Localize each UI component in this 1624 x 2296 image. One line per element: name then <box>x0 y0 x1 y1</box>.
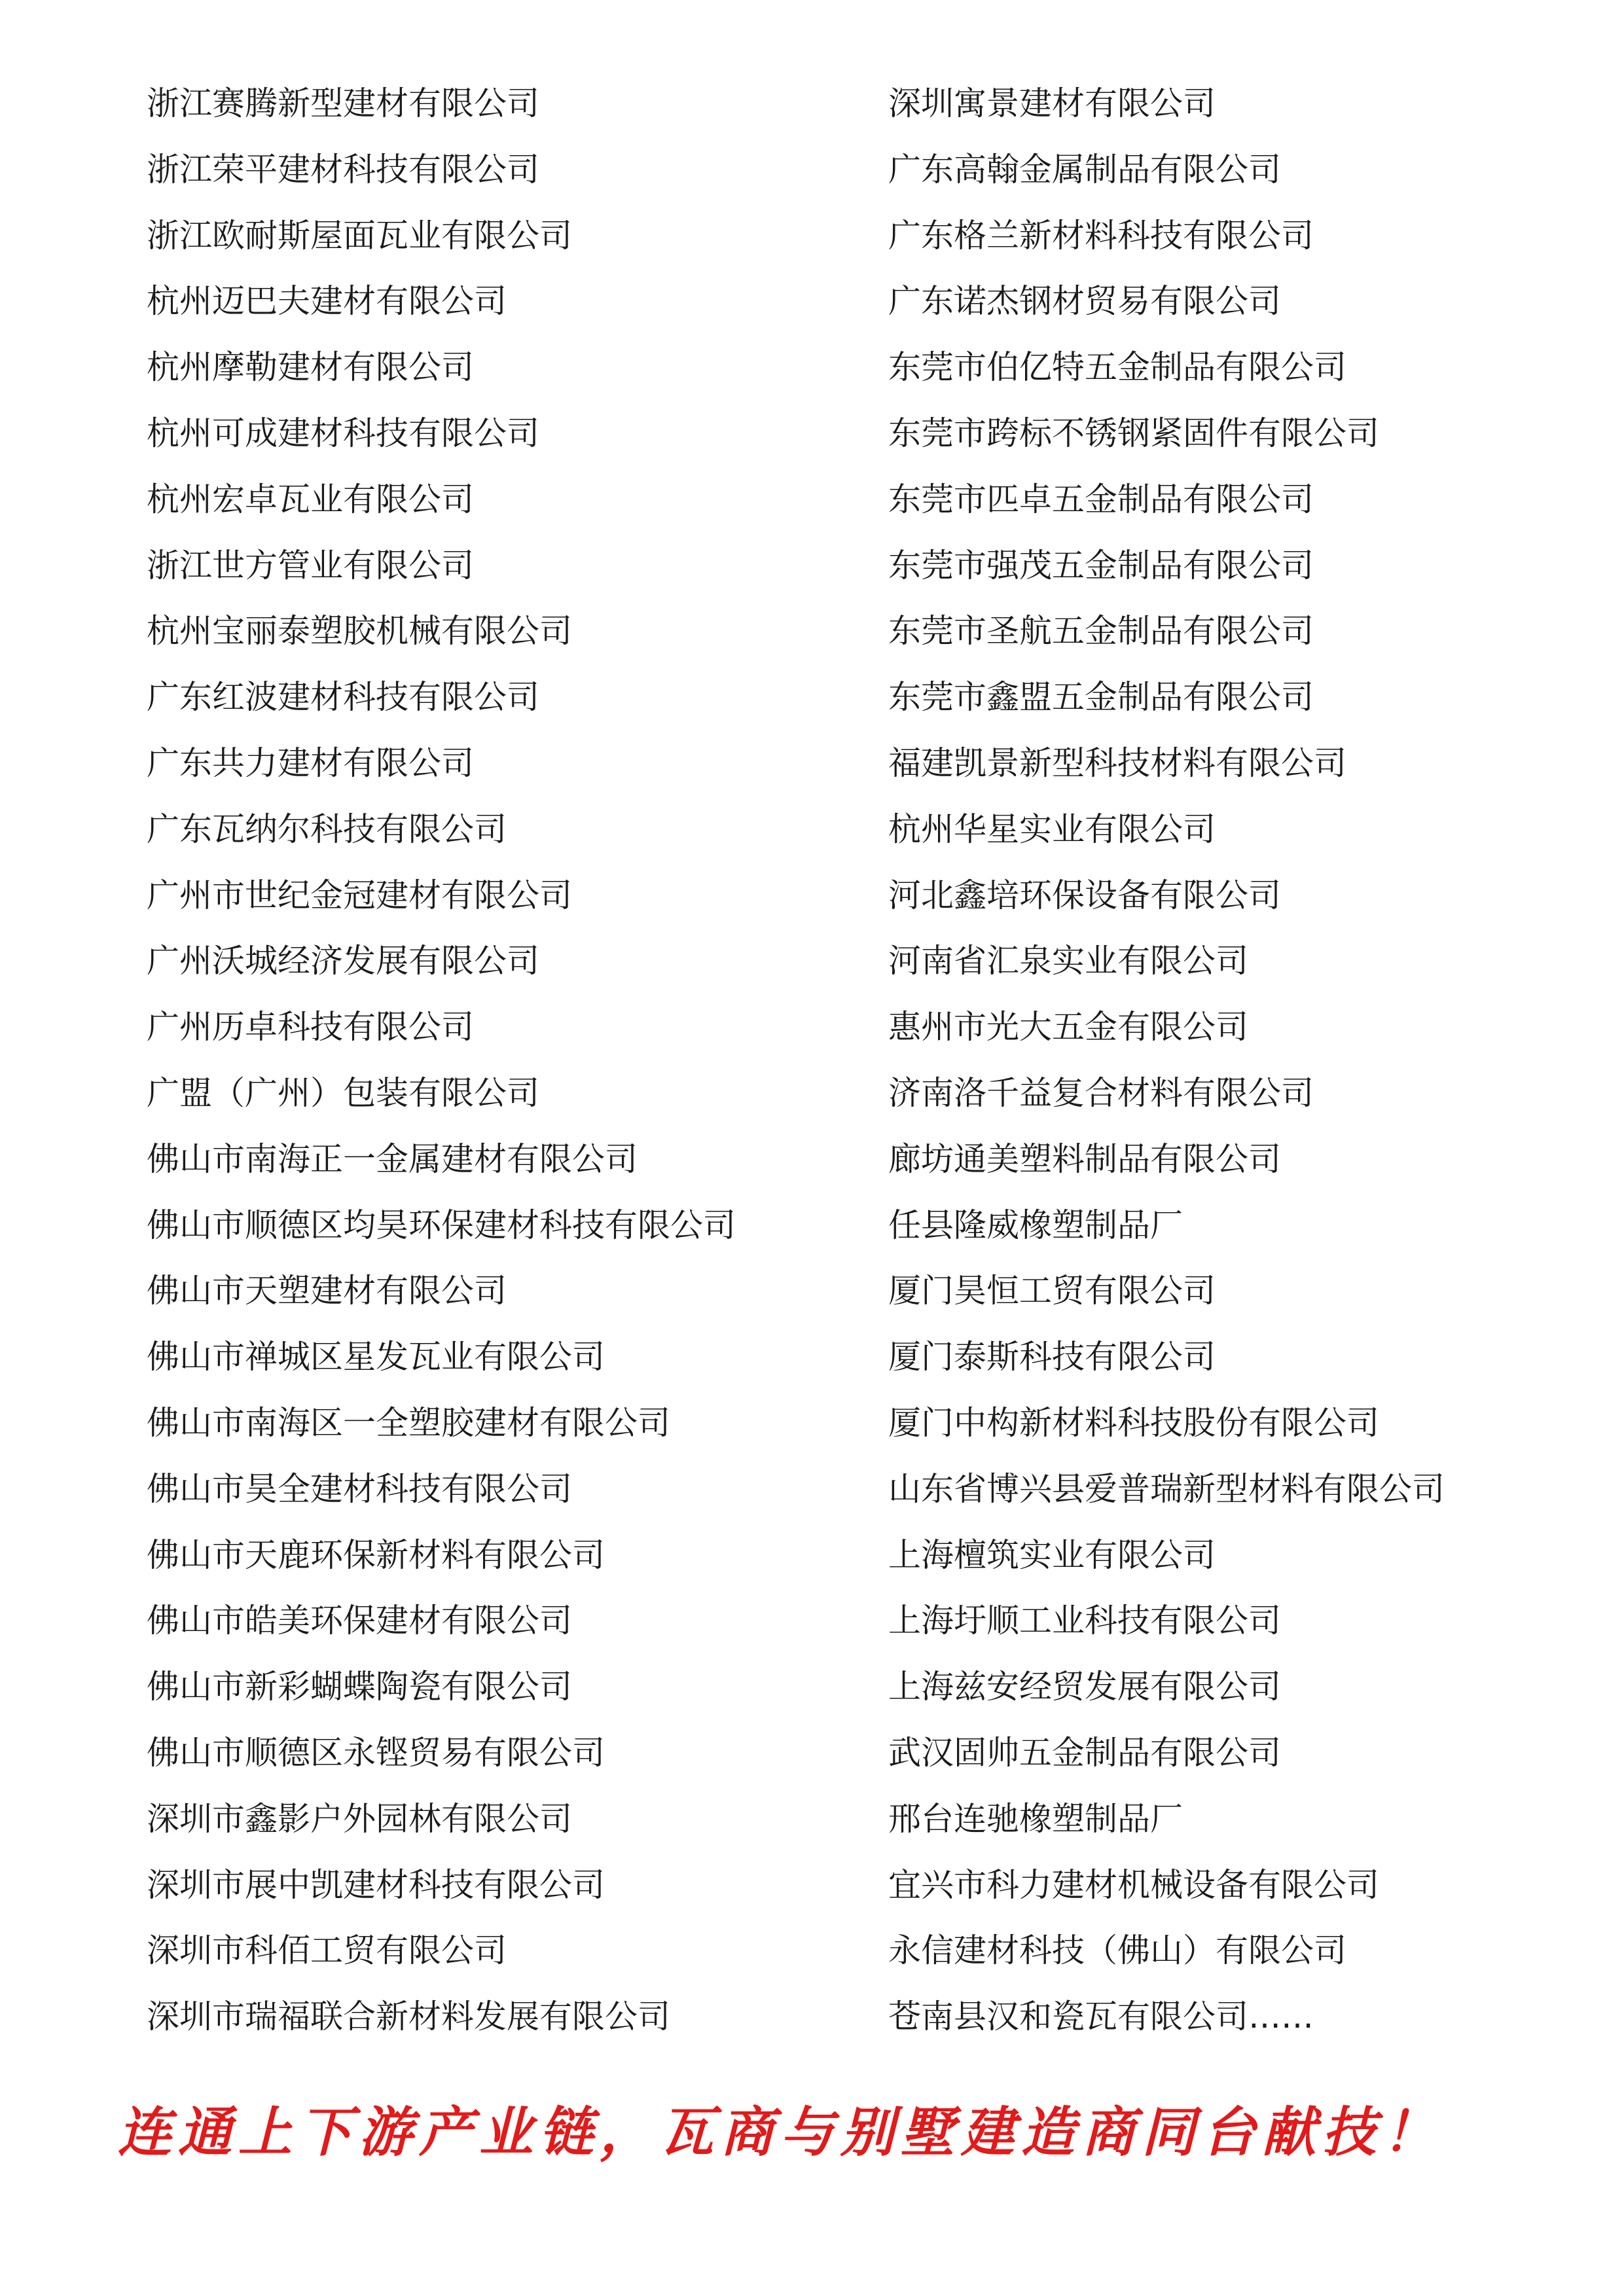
company-name: 河北鑫培环保设备有限公司 <box>888 876 1281 914</box>
company-name: 深圳市瑞福联合新材料发展有限公司 <box>147 1998 670 2036</box>
company-name: 上海兹安经贸发展有限公司 <box>888 1668 1281 1706</box>
company-name: 广州沃城经济发展有限公司 <box>147 942 539 980</box>
left-company-column <box>147 71 840 2050</box>
company-name: 武汉固帅五金制品有限公司 <box>888 1733 1281 1772</box>
company-name: 东莞市鑫盟五金制品有限公司 <box>888 678 1314 717</box>
company-name: 广盟（广州）包装有限公司 <box>147 1073 539 1112</box>
company-name: 东莞市伯亿特五金制品有限公司 <box>888 348 1346 387</box>
company-name: 永信建材科技（佛山）有限公司 <box>888 1931 1346 1970</box>
company-name: 广州市世纪金冠建材有限公司 <box>147 876 572 914</box>
company-name: 佛山市顺德区永铿贸易有限公司 <box>147 1733 605 1772</box>
company-name: 佛山市南海正一金属建材有限公司 <box>147 1139 638 1178</box>
company-name: 浙江荣平建材科技有限公司 <box>147 150 539 188</box>
company-name: 厦门昊恒工贸有限公司 <box>888 1272 1216 1310</box>
company-name: 东莞市强茂五金制品有限公司 <box>888 546 1314 584</box>
company-name: 上海檀筑实业有限公司 <box>888 1535 1216 1574</box>
company-name: 杭州宏卓瓦业有限公司 <box>147 480 474 518</box>
company-name: 福建凯景新型科技材料有限公司 <box>888 744 1346 782</box>
company-name: 广东高翰金属制品有限公司 <box>888 150 1281 188</box>
company-name: 佛山市天鹿环保新材料有限公司 <box>147 1535 605 1574</box>
slogan-banner: 连通上下游产业链，瓦商与别墅建造商同台献技！ <box>118 2101 1443 2164</box>
company-name: 邢台连驰橡塑制品厂 <box>888 1799 1183 1838</box>
company-name: 惠州市光大五金有限公司 <box>888 1008 1248 1047</box>
company-name: 广东格兰新材料科技有限公司 <box>888 216 1314 255</box>
company-name: 广东瓦纳尔科技有限公司 <box>147 810 507 848</box>
company-name: 浙江世方管业有限公司 <box>147 546 474 584</box>
company-name: 佛山市顺德区均昊环保建材科技有限公司 <box>147 1206 736 1244</box>
company-name: 东莞市跨标不锈钢紧固件有限公司 <box>888 414 1379 452</box>
right-company-column <box>888 71 1595 2050</box>
company-name: 深圳市鑫影户外园林有限公司 <box>147 1799 572 1838</box>
company-name: 厦门泰斯科技有限公司 <box>888 1338 1216 1376</box>
company-name: 厦门中构新材料科技股份有限公司 <box>888 1403 1379 1442</box>
company-name: 浙江赛腾新型建材有限公司 <box>147 84 539 122</box>
company-name: 佛山市皓美环保建材有限公司 <box>147 1602 572 1640</box>
company-name: 廊坊通美塑料制品有限公司 <box>888 1139 1281 1178</box>
company-name: 深圳市展中凯建材科技有限公司 <box>147 1865 605 1904</box>
company-name: 深圳寓景建材有限公司 <box>888 84 1216 122</box>
company-name: 杭州迈巴夫建材有限公司 <box>147 282 507 321</box>
company-name: 广州历卓科技有限公司 <box>147 1008 474 1047</box>
company-name: 任县隆威橡塑制品厂 <box>888 1206 1183 1244</box>
company-name: 杭州可成建材科技有限公司 <box>147 414 539 452</box>
company-name: 佛山市昊全建材科技有限公司 <box>147 1469 572 1508</box>
company-name: 宜兴市科力建材机械设备有限公司 <box>888 1865 1379 1904</box>
company-name: 东莞市圣航五金制品有限公司 <box>888 612 1314 651</box>
company-name: 广东红波建材科技有限公司 <box>147 678 539 717</box>
company-name: 广东诺杰钢材贸易有限公司 <box>888 282 1281 321</box>
company-name: 广东共力建材有限公司 <box>147 744 474 782</box>
company-name: 上海圩顺工业科技有限公司 <box>888 1602 1281 1640</box>
company-name: 杭州华星实业有限公司 <box>888 810 1216 848</box>
company-name: 深圳市科佰工贸有限公司 <box>147 1931 507 1970</box>
company-name: 佛山市新彩蝴蝶陶瓷有限公司 <box>147 1668 572 1706</box>
company-name: 佛山市南海区一全塑胶建材有限公司 <box>147 1403 670 1442</box>
company-name: 济南洛千益复合材料有限公司 <box>888 1073 1314 1112</box>
company-name: 东莞市匹卓五金制品有限公司 <box>888 480 1314 518</box>
company-name: 佛山市天塑建材有限公司 <box>147 1272 507 1310</box>
company-name: 杭州摩勒建材有限公司 <box>147 348 474 387</box>
company-name: 浙江欧耐斯屋面瓦业有限公司 <box>147 216 572 255</box>
company-name: 山东省博兴县爱普瑞新型材料有限公司 <box>888 1469 1445 1508</box>
company-name: 杭州宝丽泰塑胶机械有限公司 <box>147 612 572 651</box>
company-name: 苍南县汉和瓷瓦有限公司…… <box>888 1998 1314 2036</box>
company-name: 河南省汇泉实业有限公司 <box>888 942 1248 980</box>
company-name: 佛山市禅城区星发瓦业有限公司 <box>147 1338 605 1376</box>
